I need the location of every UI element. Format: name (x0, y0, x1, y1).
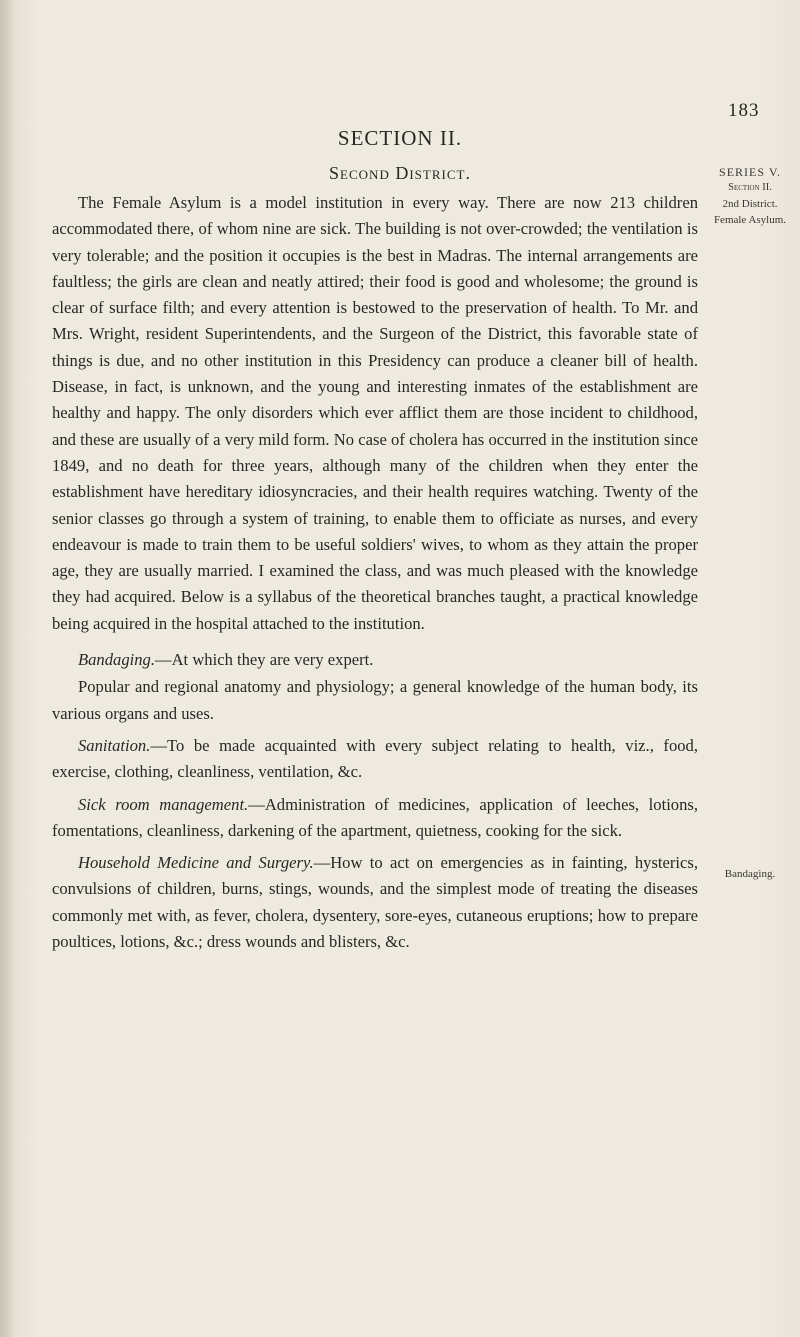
paragraph-asylum: The Female Asylum is a model institution in every way. There are now 213 children accommodated there, of whom nine are sick. The building is not over-crowded; the ventilation is very tolerable; and the position it occupies is the best in Madras. The internal arrangements are faultless; the girls are clean and neatly attired; their food is good and wholesome; the ground is clear of surface filth; and every attention is bestowed to the preservation of health. To Mr. and Mrs. Wright, resident Superintendents, and the Surgeon of the District, this favorable state of things is due, and no other institution in this Presidency can produce a cleaner bill of health. Disease, in fact, is unknown, and the young and interesting inmates of the establishment are healthy and happy. The only disorders which ever afflict them are those incident to childhood, and these are usually of a very mild form. No case of cholera has occurred in the institution since 1849, and no death for three years, although many of the children when they enter the establishment have hereditary idiosyncracies, and their health requires watching. Twenty of the senior classes go through a system of training, to enable them to officiate as nurses, and every endeavour is made to train them to be useful soldiers' wives, to whom as they attain the proper age, they are usually married. I examined the class, and was much pleased with the knowledge they had acquired. Below is a syllabus of the theoretical branches taught, a practical knowledge being acquired in the hospital attached to the institution. (52, 193, 698, 633)
margin-subject: Female Asylum. (713, 214, 787, 226)
paragraph-bandaging (52, 647, 698, 673)
paragraph-lead: Sick room management. (78, 794, 249, 814)
paragraph-text: —Administration of medicines, application of leeches, lotions, fomentations, cleanliness, darkening of the apartment, quietness, cooking for the sick. (52, 794, 699, 840)
paragraph-lead: Sanitation. (78, 735, 151, 755)
paragraph-anatomy: Popular and regional anatomy and physiology; a general knowledge of the human body, its various organs and uses. (52, 677, 698, 723)
paragraph-lead: Household Medicine and Surgery. (78, 853, 314, 873)
margin-note-bandaging (704, 866, 796, 882)
section-heading: SECTION II. (337, 126, 463, 150)
margin-note-header (704, 164, 796, 228)
paragraph-lead: Bandaging. (78, 650, 155, 670)
margin-section: Section II. (728, 182, 772, 193)
district-heading: Second District. (329, 163, 471, 183)
paragraph-text: —At which they are very expert. (154, 650, 374, 670)
margin-district: 2nd District. (722, 198, 778, 210)
paragraph-text: —To be made acquainted with every subject relating to health, viz., food, exercise, clothing, cleanliness, ventilation, &c. (52, 735, 698, 782)
paragraph-sick-room (52, 792, 698, 845)
paragraph-text: —How to act on emergencies as in fainting, hysterics, convulsions of children, burns, stings, wounds, and the simplest mode of treating the diseases commonly met with, as fever, cholera, dysentery, sore-eyes, cutaneous eruptions; how to prepare poultices, lotions, &c.; dress wounds and blisters, &c. (52, 853, 699, 952)
binding-shadow (0, 0, 14, 1337)
paragraph-sanitation (52, 733, 698, 786)
body-text (52, 190, 698, 955)
page-number: 183 (728, 100, 760, 121)
margin-series: SERIES V. (719, 165, 781, 179)
margin-bandaging: Bandaging. (724, 868, 776, 880)
paragraph-household (52, 850, 698, 955)
